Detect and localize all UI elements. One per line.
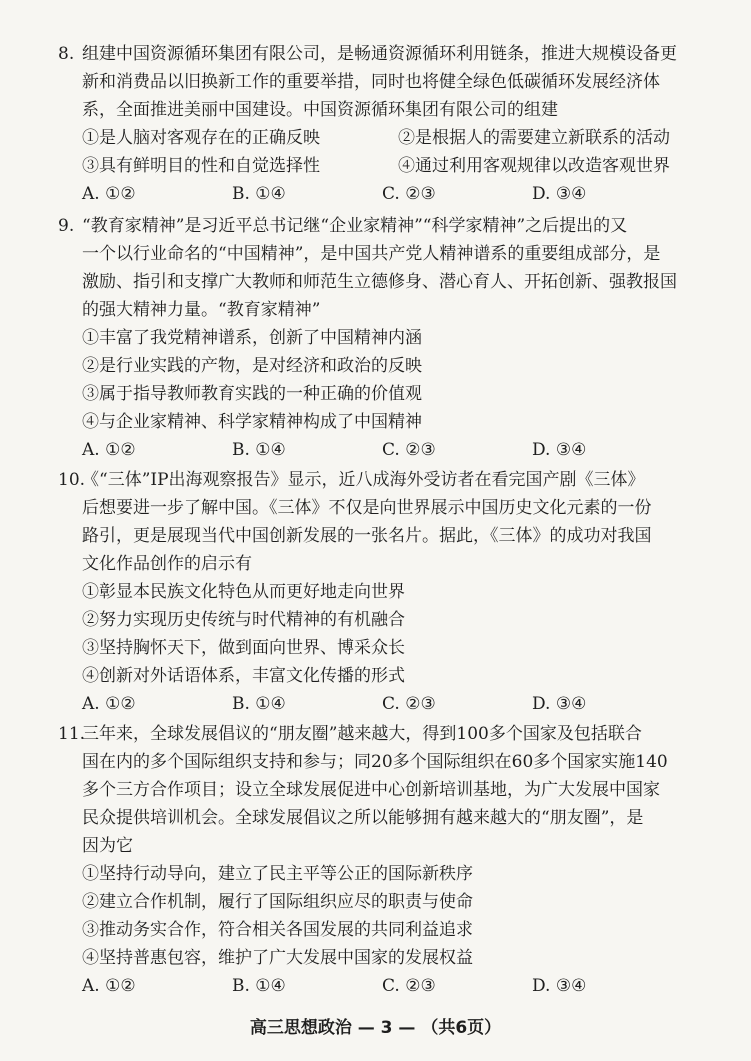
- choice-d: D. ③④: [532, 694, 587, 714]
- option-3: ③属于指导教师教育实践的一种正确的价值观: [82, 384, 422, 404]
- question-stem-line: 路引，更是展现当代中国创新发展的一张名片。据此，《三体》的成功对我国: [82, 526, 652, 546]
- option-1: ①丰富了我党精神谱系，创新了中国精神内涵: [82, 328, 422, 348]
- option-3: ③坚持胸怀天下，做到面向世界、博采众长: [82, 638, 405, 658]
- option-3: ③推动务实合作，符合相关各国发展的共同利益追求: [82, 920, 473, 940]
- choice-d: D. ③④: [532, 184, 587, 204]
- question-stem-line: 因为它: [82, 836, 133, 856]
- option-2: ②建立合作机制，履行了国际组织应尽的职责与使命: [82, 892, 473, 912]
- question-stem-line: 一个以行业命名的“中国精神”，是中国共产党人精神谱系的重要组成部分，是: [82, 244, 661, 264]
- choice-d: D. ③④: [532, 440, 587, 460]
- option-4: ④通过利用客观规律以改造客观世界: [398, 156, 670, 176]
- choice-b: B. ①④: [232, 184, 286, 204]
- option-2: ②是行业实践的产物，是对经济和政治的反映: [82, 356, 422, 376]
- question-stem-line: 三年来，全球发展倡议的“朋友圈”越来越大，得到100多个国家及包括联合: [82, 724, 642, 744]
- choice-c: C. ②③: [382, 184, 436, 204]
- question-number: 11.: [58, 724, 86, 744]
- choice-a: A. ①②: [82, 184, 136, 204]
- question-11: [58, 720, 698, 1000]
- question-stem-line: 激励、指引和支撑广大教师和师范生立德修身、潜心育人、开拓创新、强教报国: [82, 272, 677, 292]
- answer-choices: [58, 690, 698, 718]
- option-row: [58, 152, 698, 180]
- option-1: ①彰显本民族文化特色从而更好地走向世界: [82, 582, 405, 602]
- choice-a: A. ①②: [82, 440, 136, 460]
- question-stem-line: 的强大精神力量。“教育家精神”: [82, 300, 321, 320]
- answer-choices: [58, 180, 698, 208]
- question-stem-line: 新和消费品以旧换新工作的重要举措，同时也将健全绿色低碳循环发展经济体: [82, 72, 660, 92]
- question-stem-line: 多个三方合作项目；设立全球发展促进中心创新培训基地，为广大发展中国家: [82, 780, 660, 800]
- answer-choices: [58, 972, 698, 1000]
- option-4: ④坚持普惠包容，维护了广大发展中国家的发展权益: [82, 948, 473, 968]
- choice-c: C. ②③: [382, 694, 436, 714]
- question-10: [58, 466, 698, 718]
- question-stem-line: 后想要进一步了解中国。《三体》不仅是向世界展示中国历史文化元素的一份: [82, 498, 652, 518]
- choice-a: A. ①②: [82, 976, 136, 996]
- option-4: ④创新对外话语体系，丰富文化传播的形式: [82, 666, 405, 686]
- option-row: [58, 124, 698, 152]
- question-stem-line: 民众提供培训机会。全球发展倡议之所以能够拥有越来越大的“朋友圈”，是: [82, 808, 644, 828]
- question-number: 9.: [58, 216, 75, 236]
- choice-b: B. ①④: [232, 440, 286, 460]
- question-stem-line: 组建中国资源循环集团有限公司，是畅通资源循环利用链条，推进大规模设备更: [82, 44, 677, 64]
- question-stem-line: 系，全面推进美丽中国建设。中国资源循环集团有限公司的组建: [82, 100, 558, 120]
- page-footer: 高三思想政治 — 3 — （共6页）: [249, 1018, 502, 1038]
- question-stem-line: “教育家精神”是习近平总书记继“企业家精神”“科学家精神”之后提出的又: [82, 216, 628, 236]
- choice-a: A. ①②: [82, 694, 136, 714]
- choice-b: B. ①④: [232, 694, 286, 714]
- question-stem-line: 《“三体”IP出海观察报告》显示，近八成海外受访者在看完国产剧《三体》: [82, 470, 645, 490]
- question-9: [58, 212, 698, 464]
- choice-b: B. ①④: [232, 976, 286, 996]
- choice-d: D. ③④: [532, 976, 587, 996]
- option-2: ②努力实现历史传统与时代精神的有机融合: [82, 610, 405, 630]
- choice-c: C. ②③: [382, 440, 436, 460]
- choice-c: C. ②③: [382, 976, 436, 996]
- question-stem-line: 国在内的多个国际组织支持和参与；同20多个国际组织在60多个国家实施140: [82, 752, 668, 772]
- answer-choices: [58, 436, 698, 464]
- option-1: ①坚持行动导向，建立了民主平等公正的国际新秩序: [82, 864, 473, 884]
- option-1: ①是人脑对客观存在的正确反映: [82, 128, 320, 148]
- option-4: ④与企业家精神、科学家精神构成了中国精神: [82, 412, 422, 432]
- question-number: 8.: [58, 44, 75, 64]
- option-3: ③具有鲜明目的性和自觉选择性: [82, 156, 320, 176]
- option-2: ②是根据人的需要建立新联系的活动: [398, 128, 670, 148]
- question-stem-line: 文化作品创作的启示有: [82, 554, 252, 574]
- question-number: 10.: [58, 470, 86, 490]
- question-8: [58, 40, 698, 208]
